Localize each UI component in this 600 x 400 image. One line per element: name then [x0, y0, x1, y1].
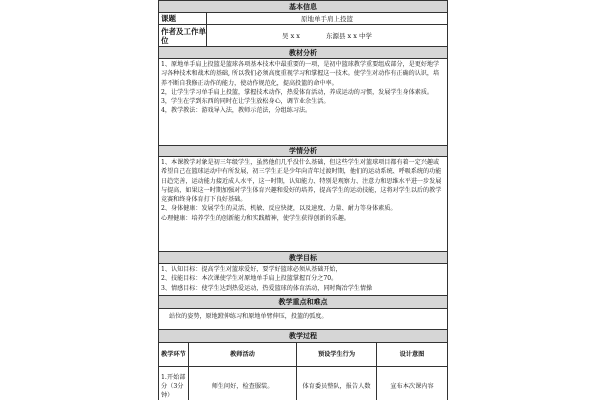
section-title: 基本信息 — [289, 1, 317, 11]
teacher-cell: 师生问好，检查服装。 — [189, 367, 297, 400]
process-header — [158, 330, 448, 343]
student-cell: 体育委员整队，报告人数 — [297, 367, 377, 400]
paragraph: 心理健康：培养学生的创新能力和实践精神，使学生获得创新的乐趣。 — [161, 214, 350, 222]
author-value — [207, 25, 447, 46]
paragraph: 3，学生在学到东西的同时在让学生放松身心，调节业余生活。 — [161, 98, 330, 106]
section-title: 教学目标 — [289, 252, 317, 262]
paragraph: 3、情感目标：使学生达到热爱运动，热爱篮球的体育活动，同时陶冶学生情操 — [161, 284, 373, 292]
section-title: 教学重点和难点 — [278, 297, 328, 306]
topic-label: 课题 — [159, 13, 207, 24]
topic-row — [158, 13, 448, 25]
column-header: 预设学生行为 — [297, 343, 377, 366]
basic-info-header — [158, 0, 448, 13]
column-header: 教师活动 — [189, 343, 297, 366]
paragraph: 1、原地单手肩上投篮是篮球各项基本技术中最重要的一项，是初中篮球教学重要组成部分，是更好地学习各种技术和战术的基础, 所以我们必须高度重视学习和掌握这一技术。使学生对动作有正确的认识，培养不断自我修正动作的能力，使动作规范化，提高投篮的命中率。 — [161, 61, 440, 87]
column-header: 教学环节 — [159, 343, 189, 366]
paragraph: 4，教学教法：游戏导入法，教师示范法，分组练习法。 — [161, 107, 312, 115]
paragraph: 2、技能目标：本次课使学生对原地单手肩上投篮掌握百分之70。 — [161, 275, 338, 283]
keypoints-header — [158, 296, 448, 309]
students-header — [158, 146, 448, 157]
section-title: 教材分析 — [289, 47, 317, 57]
goals-body — [158, 264, 448, 296]
author-name: 吴 x x — [282, 32, 300, 40]
paragraph: 2，让学生学习单手肩上投篮，掌握技术动作，热爱体育活动，养成运动的习惯，发展学生身体素质。 — [161, 88, 434, 96]
document-page — [158, 0, 448, 400]
students-body — [158, 157, 448, 252]
process-column-headers — [158, 343, 448, 367]
paragraph: 站位的姿势，原地蹬伸练习和原地单臂伸压，投篮的弧度。 — [169, 313, 328, 320]
paragraph: 1、本课教学对象是初三年级学生，虽然他们几乎没什么基础，但这些学生对篮球项目都有着一定兴趣或希望自己在篮球运动中有所发展，初三学生正是少年向青年过渡时期，他们的运动系统、呼吸系统的功能日趋完善，运动能力接近成人水平，这一时期，认知能力、特别是观察力、注意力和思维水平进一步发展与提高，如果这一时期加强对学生体育兴趣和爱好的培养，提高学生的运动技能，这将对学生以后的教学竞赛和终身体育打下良好基础。 — [161, 159, 442, 204]
author-label: 作者及工作单位 — [161, 26, 206, 45]
material-header — [158, 47, 448, 59]
section-title: 教学过程 — [289, 331, 317, 340]
author-row — [158, 25, 448, 47]
section-title: 学情分析 — [289, 146, 317, 155]
column-header: 设计意图 — [399, 351, 425, 358]
keypoints-body — [158, 309, 448, 330]
author-unit: 东源县 x x 中学 — [325, 32, 372, 40]
goals-header — [158, 252, 448, 264]
topic-value: 原地单手肩上投篮 — [301, 15, 353, 23]
paragraph: 1、认知目标：提高学生对篮球爱好，要学好篮球必须从基础开始， — [161, 266, 342, 273]
paragraph: 2、身体健康：发展学生的灵活、机敏、反应快捷，以及速度、力量、耐力等身体素质。 — [161, 205, 397, 213]
intent-cell: 宣布本次课内容 — [390, 383, 434, 390]
material-body — [158, 59, 448, 146]
stage-cell: 1.开始部分（3分钟） — [159, 367, 189, 400]
table-row — [158, 367, 448, 400]
